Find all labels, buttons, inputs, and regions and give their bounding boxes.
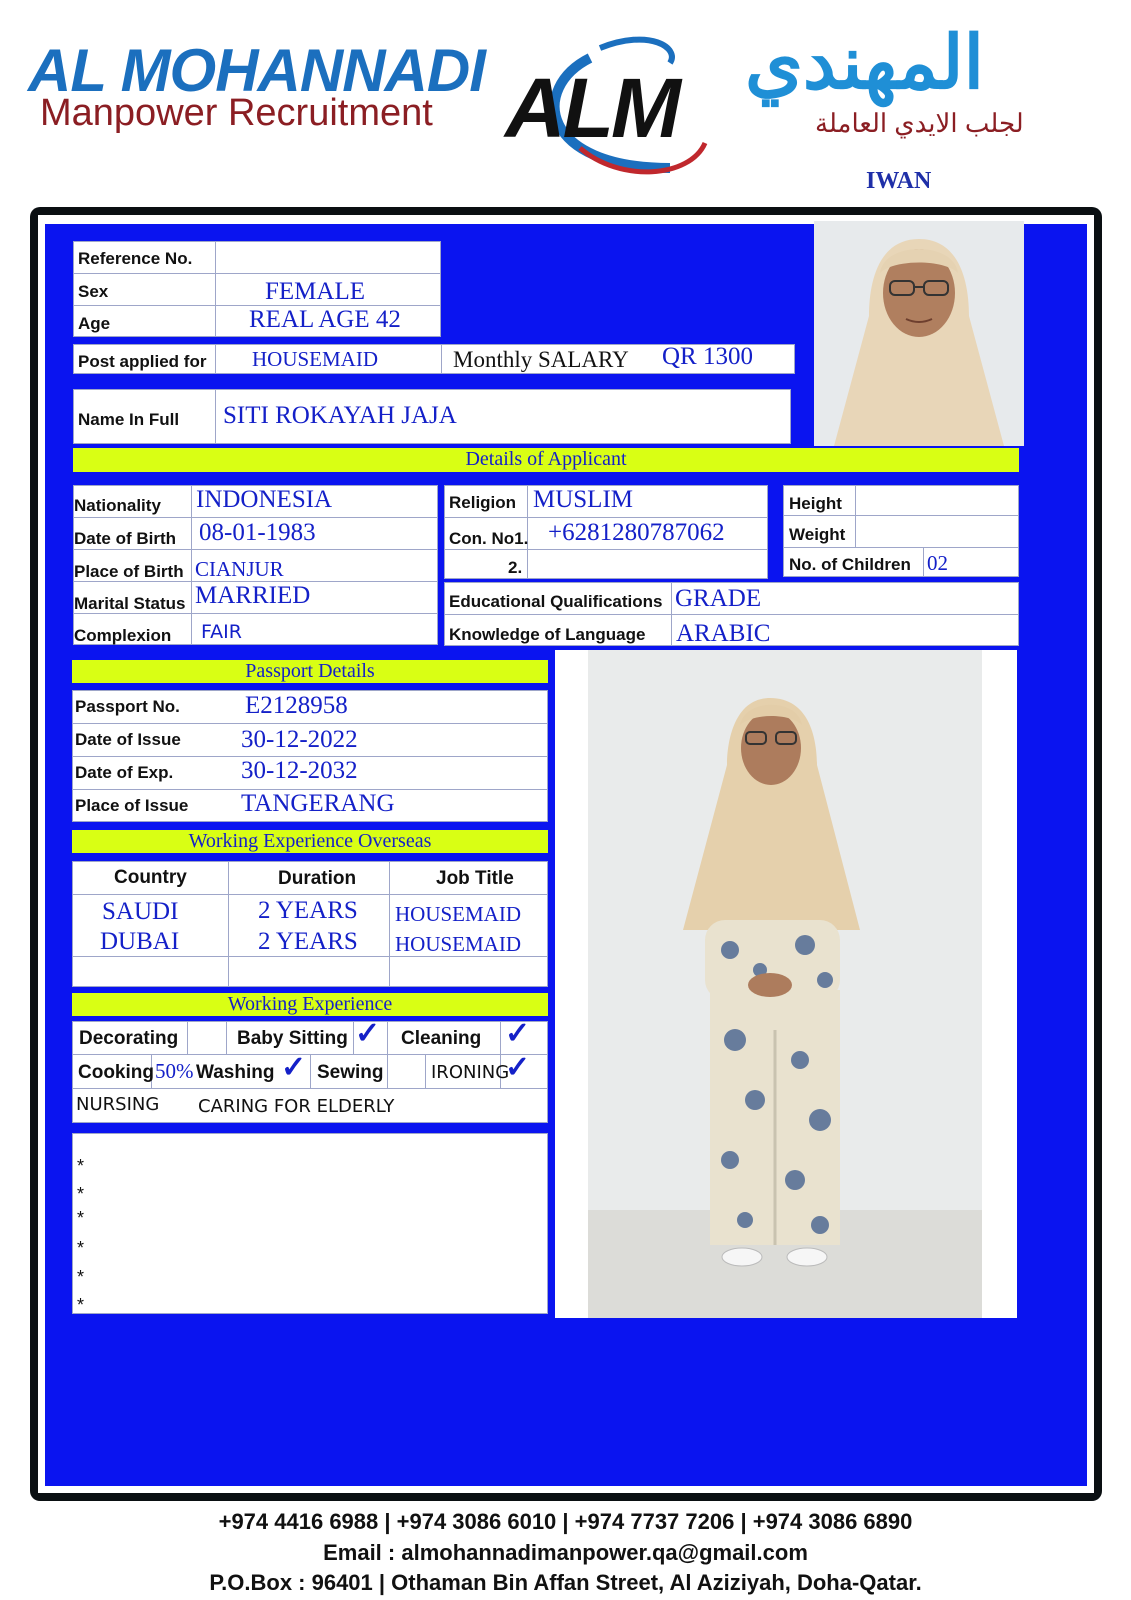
brand-arabic: المهندي [745,21,985,104]
applicant-portrait-photo [814,221,1024,446]
footer-email: Email : almohannadimanpower.qa@gmail.com [323,1540,808,1565]
expiry-date-value: 30-12-2032 [241,757,358,784]
overseas-col-duration: Duration [278,868,357,889]
language-label: Knowledge of Language [449,625,646,644]
full-body-illustration [555,650,1017,1318]
salary-label: Monthly SALARY [453,347,629,372]
religion-value: MUSLIM [533,486,634,513]
age-label: Age [78,314,111,333]
footer-address: P.O.Box : 96401 | Othaman Bin Affan Street, Al Aziziyah, Doha-Qatar. [209,1570,922,1595]
overseas-col-country: Country [114,867,187,888]
name-label: Name In Full [78,410,180,429]
skill-decorating: Decorating [79,1028,179,1049]
skill-cooking: Cooking [78,1062,154,1083]
overseas-row2-job: HOUSEMAID [395,932,521,956]
language-value: ARABIC [676,620,771,647]
contact1-label: Con. No1. [449,529,529,548]
baby-sitting-check-icon: ✓ [355,1017,381,1050]
brand-arabic-subtitle: لجلب الايدي العاملة [815,108,1024,138]
complexion-value: FAIR [201,621,242,643]
applicant-full-photo [555,650,1017,1318]
religion-label: Religion [449,493,517,512]
passport-section-bar: Passport Details [72,660,548,683]
post-label: Post applied for [78,352,207,371]
dob-value: 08-01-1983 [199,519,316,546]
contact1-value: +6281280787062 [548,519,725,546]
remark-bullet: * [77,1295,85,1315]
expiry-date-label: Date of Exp. [75,763,174,782]
overseas-row2-country: DUBAI [100,928,180,955]
name-value: SITI ROKAYAH JAJA [223,402,457,429]
pob-value: CIANJUR [195,557,284,581]
skill-ironing: IRONING [431,1062,510,1083]
remark-bullet: * [77,1156,85,1176]
remark-bullet: * [77,1267,85,1287]
issue-place-value: TANGERANG [241,790,395,817]
overseas-row2-duration: 2 YEARS [258,928,358,955]
overseas-row1-country: SAUDI [102,898,179,925]
post-value: HOUSEMAID [252,347,378,371]
education-value: GRADE [675,585,762,612]
contact2-label: 2. [508,558,523,577]
cooking-level: 50% [155,1059,194,1083]
remark-bullet: * [77,1208,85,1228]
skill-washing: Washing [196,1062,275,1083]
issue-place-label: Place of Issue [75,796,189,815]
agent-name: IWAN [866,168,932,194]
brand-mark: ALM [505,61,678,155]
sex-label: Sex [78,282,109,301]
issue-date-value: 30-12-2022 [241,726,358,753]
nationality-value: INDONESIA [196,486,333,513]
dob-label: Date of Birth [74,529,176,548]
height-label: Height [789,494,842,513]
overseas-row1-duration: 2 YEARS [258,897,358,924]
skill-sewing: Sewing [317,1062,384,1083]
weight-label: Weight [789,525,846,544]
skill-cleaning: Cleaning [401,1028,482,1049]
passport-no-value: E2128958 [245,692,348,719]
footer-phones: +974 4416 6988 | +974 3086 6010 | +974 7737 7206 | +974 3086 6890 [218,1509,913,1534]
washing-check-icon: ✓ [281,1051,307,1084]
details-section-bar: Details of Applicant [73,448,1019,472]
salary-value: QR 1300 [662,343,753,370]
marital-value: MARRIED [195,582,311,609]
remarks-box [72,1133,548,1314]
brand-name-line1: AL MOHANNADI [28,37,485,104]
pob-label: Place of Birth [74,562,184,581]
remark-bullet: * [77,1238,85,1258]
education-label: Educational Qualifications [449,592,663,611]
children-label: No. of Children [789,555,911,574]
overseas-section-bar: Working Experience Overseas [72,830,548,853]
issue-date-label: Date of Issue [75,730,181,749]
children-value: 02 [927,551,948,575]
ironing-check-icon: ✓ [505,1051,531,1084]
remark-bullet: * [77,1184,85,1204]
skill-baby-sitting: Baby Sitting [237,1028,348,1049]
marital-label: Marital Status [74,594,186,613]
complexion-label: Complexion [74,626,172,645]
experience-section-bar: Working Experience [72,993,548,1016]
sex-value: FEMALE [265,278,365,305]
overseas-row1-job: HOUSEMAID [395,902,521,926]
overseas-col-job: Job Title [436,868,514,889]
reference-label: Reference No. [78,249,193,268]
portrait-illustration [814,221,1024,446]
skill-elderly-care: CARING FOR ELDERLY [198,1096,395,1117]
cleaning-check-icon: ✓ [505,1017,531,1050]
age-value: REAL AGE 42 [249,306,401,333]
skill-nursing: NURSING [76,1094,160,1115]
passport-no-label: Passport No. [75,697,180,716]
nationality-label: Nationality [74,496,161,515]
brand-name-line2: Manpower Recruitment [40,92,433,134]
